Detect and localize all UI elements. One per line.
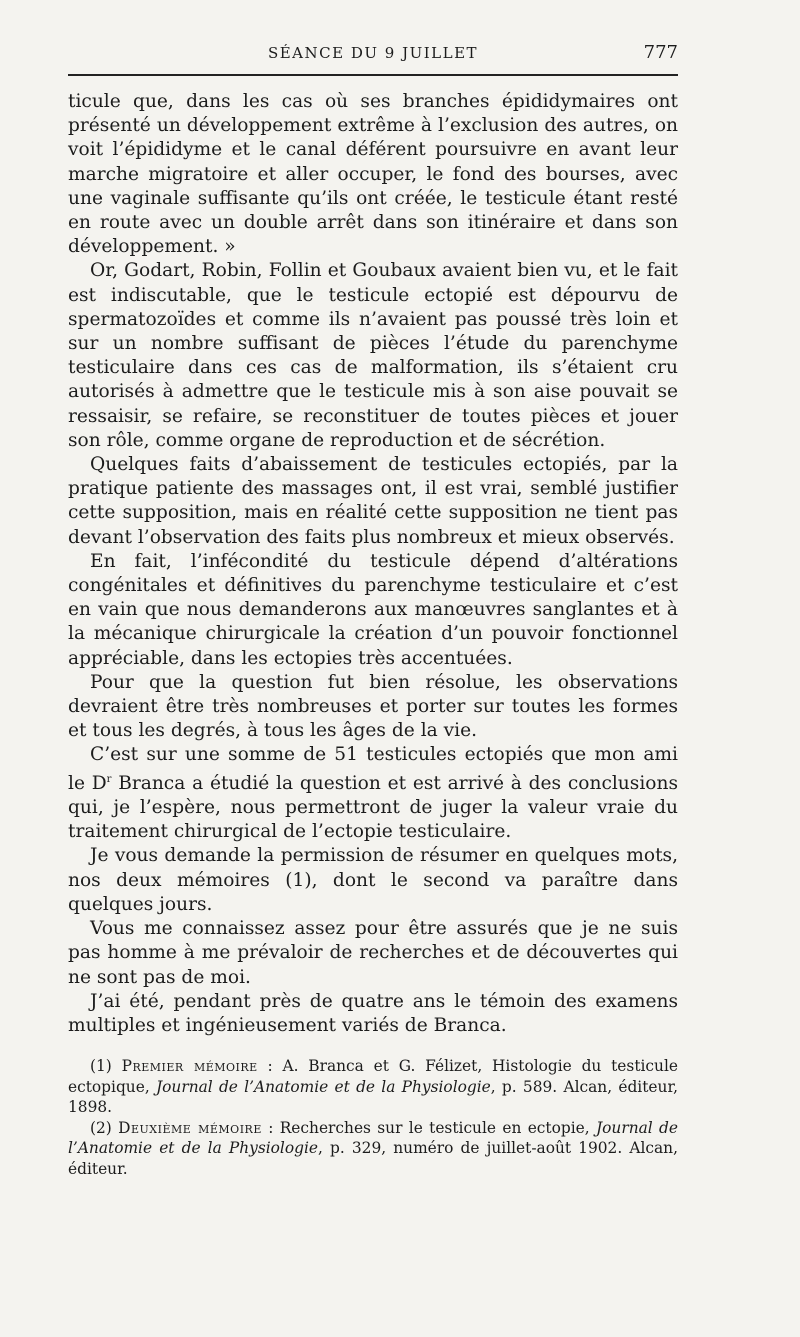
- running-head: [68, 38, 678, 72]
- paragraph-6: [68, 743, 678, 844]
- book-page: [68, 38, 678, 1179]
- header-rule: [68, 74, 678, 76]
- page-number: 777: [643, 42, 678, 63]
- footnote-2-tail: , p. 329, numéro de juillet-août 1902. Alcan, éditeur.: [68, 1139, 678, 1178]
- footnote-2-text: : Recherches sur le testicule en ectopie,: [261, 1118, 596, 1137]
- footnote-1-text: : A. Branca et G. Félizet, Histologie du testicule ectopique,: [68, 1057, 678, 1096]
- footnote-2-label: Deuxième mémoire: [118, 1118, 262, 1137]
- footnote-1: [68, 1056, 678, 1118]
- footnote-1-tail: , p. 589. Alcan, éditeur, 1898.: [68, 1077, 678, 1117]
- footnote-1-journal: Journal de l’Anatomie et de la Physiologie: [155, 1077, 491, 1096]
- footnote-2-journal: Journal de l’Anatomie et de la Physiologie: [68, 1118, 678, 1158]
- paragraph-4: En fait, l’infécondité du testicule dépend d’altérations congénitales et définitives du parenchyme testiculaire et c’est en vain que nous demanderons aux manœuvres sanglantes et à la mécanique chirurgicale la création d’un pouvoir fonctionnel appréciable, dans les ectopies très accentuées.: [68, 550, 678, 669]
- paragraph-8: Vous me connaissez assez pour être assurés que je ne suis pas homme à me prévaloir de recherches et de découvertes qui ne sont pas de moi.: [68, 918, 678, 988]
- paragraph-6-start: C’est sur une somme de 51 testicules ectopiés que mon ami le D: [68, 744, 678, 794]
- footnote-2-number: (2): [90, 1118, 119, 1137]
- footnote-1-label: Premier mémoire: [121, 1057, 258, 1076]
- paragraph-3: Quelques faits d’abaissement de testicules ectopiés, par la pratique patiente des massages ont, il est vrai, semblé justifier cette supposition, mais en réalité cette supposition ne tient pas devant l’observation des faits plus nombreux et mieux observés.: [68, 454, 678, 548]
- doctor-abbrev-sup: r: [106, 773, 112, 785]
- paragraph-2: Or, Godart, Robin, Follin et Goubaux avaient bien vu, et le fait est indiscutable, que le testicule ectopié est dépourvu de spermatozoïdes et comme ils n’avaient pas poussé très loin et sur un nombre suffisant de pièces l’étude du parenchyme testiculaire dans ces cas de malformation, ils s’étaient cru autorisés à admettre que le testicule mis à son aise pouvait se ressaisir, se refaire, se reconstituer de toutes pièces et jouer son rôle, comme organe de reproduction et de sécrétion.: [68, 260, 678, 451]
- paragraph-9: J’ai été, pendant près de quatre ans le témoin des examens multiples et ingénieusement variés de Branca.: [68, 990, 678, 1036]
- paragraph-6-end: Branca a étudié la question et est arrivé à des conclusions qui, je l’espère, nous permettront de juger la valeur vraie du traitement chirurgical de l’ectopie testiculaire.: [68, 772, 678, 843]
- footnote-2: [68, 1118, 678, 1180]
- paragraph-1: ticule que, dans les cas où ses branches épididymaires ont présenté un développement extrême à l’exclusion des autres, on voit l’épididyme et le canal déférent poursuivre en avant leur marche migratoire et aller occuper, le fond des bourses, avec une vaginale suffisante qu’ils ont créée, le testicule étant resté en route avec un double arrêt dans son itinéraire et dans son développement. »: [68, 91, 678, 258]
- running-title: SÉANCE DU 9 JUILLET: [267, 44, 479, 62]
- paragraph-7: Je vous demande la permission de résumer en quelques mots, nos deux mémoires (1), dont le second va paraître dans quelques jours.: [68, 845, 678, 915]
- footnote-1-number: (1): [90, 1057, 122, 1076]
- body-text: [68, 90, 678, 1038]
- paragraph-5: Pour que la question fut bien résolue, les observations devraient être très nombreuses et porter sur toutes les formes et tous les degrés, à tous les âges de la vie.: [68, 671, 678, 742]
- footnotes: [68, 1056, 678, 1179]
